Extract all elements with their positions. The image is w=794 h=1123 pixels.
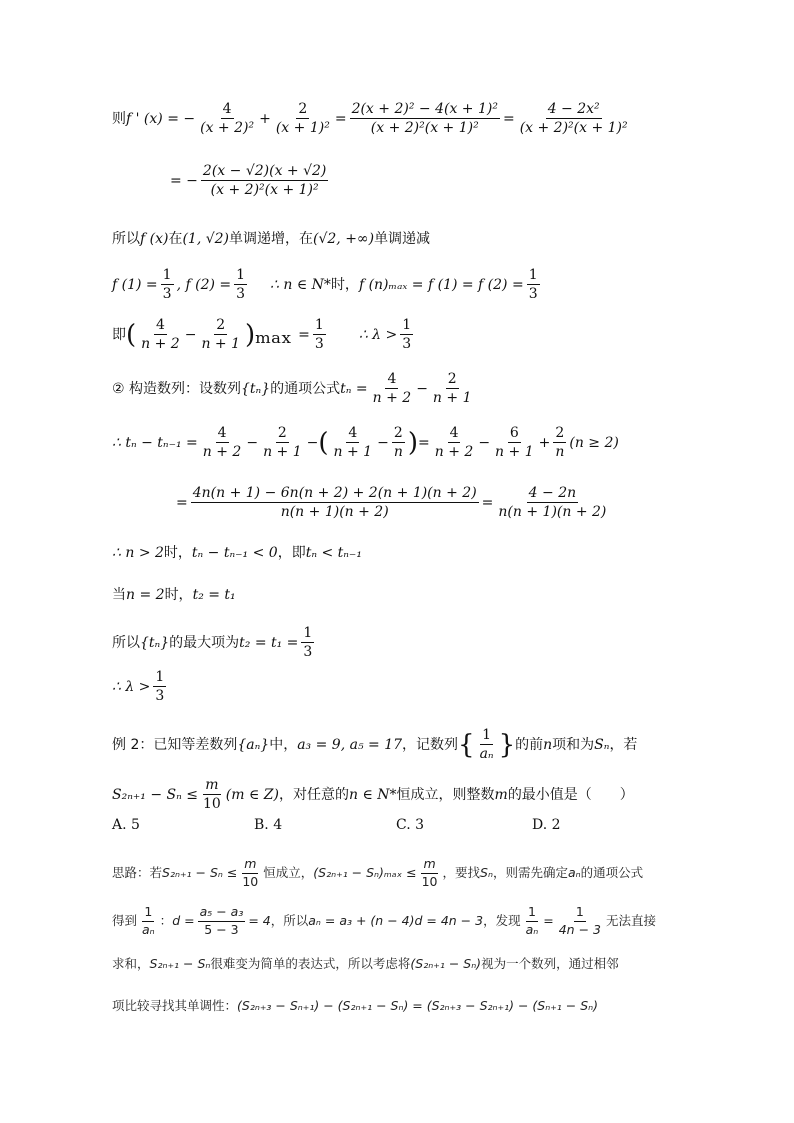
- numerator: 1: [574, 906, 586, 922]
- text: 的前: [515, 736, 544, 753]
- fraction: [553, 426, 566, 459]
- operator: =: [298, 326, 310, 343]
- values-line: [112, 268, 734, 301]
- math: ∴ λ >: [358, 326, 398, 343]
- numerator: 1: [155, 669, 165, 685]
- denominator: 3: [236, 286, 246, 302]
- text: 项和为: [552, 736, 595, 753]
- math: {tₙ}: [241, 380, 271, 397]
- math: n = 2: [126, 587, 165, 603]
- fraction: [493, 426, 536, 459]
- math: (S₂ₙ₊₁ − Sₙ): [410, 956, 482, 971]
- denominator: aₙ: [479, 746, 494, 762]
- denominator: n + 2: [141, 336, 180, 352]
- text: 恒成立，: [263, 864, 314, 880]
- text: 即: [112, 326, 126, 343]
- numerator: 4: [387, 371, 397, 387]
- fraction: [400, 318, 413, 351]
- numerator: 1: [314, 317, 324, 333]
- paren: ): [407, 427, 419, 458]
- fraction: [478, 728, 496, 761]
- fraction: [234, 268, 247, 301]
- fraction: [274, 102, 332, 135]
- operator: =: [334, 110, 347, 127]
- numerator: 4n(n + 1) − 6n(n + 2) + 2(n + 1)(n + 2): [192, 485, 477, 501]
- denominator: 3: [162, 286, 172, 302]
- math: (S₂ₙ₊₃ − Sₙ₊₁) − (S₂ₙ₊₁ − Sₙ) = (S₂ₙ₊₃ − S₂ₙ₊₁) − (Sₙ₊₁ − Sₙ): [237, 998, 599, 1013]
- text: ，要找: [442, 864, 481, 880]
- fraction: [240, 858, 260, 888]
- math: f (n)ₘₐₓ = f (1) = f (2) =: [358, 276, 524, 293]
- text: 求和，: [112, 956, 150, 971]
- text: 则: [112, 110, 126, 127]
- numerator: 4: [348, 425, 358, 441]
- fraction: [199, 318, 242, 351]
- denominator: 4n − 3: [558, 921, 601, 937]
- text: ，所以: [270, 912, 309, 928]
- fraction: [198, 102, 256, 135]
- fraction: [527, 268, 540, 301]
- operator: −: [377, 434, 389, 451]
- numerator: 4: [449, 425, 459, 441]
- operator: −: [306, 434, 319, 451]
- denominator: n: [555, 444, 565, 460]
- fraction: [518, 102, 630, 135]
- operator: = −: [170, 172, 198, 189]
- numerator: 2: [298, 101, 308, 117]
- denominator: n + 1: [333, 444, 373, 460]
- denominator: 3: [314, 336, 324, 352]
- text: 时，: [164, 587, 193, 603]
- text: 在: [168, 231, 183, 247]
- text: ，则需先确定: [492, 864, 568, 880]
- numerator: 2: [447, 371, 457, 387]
- text: 所以: [112, 231, 140, 247]
- numerator: 4: [155, 317, 165, 333]
- max-term-line: [112, 626, 734, 659]
- math: ∴ n > 2: [112, 545, 164, 561]
- numerator: 2: [277, 425, 287, 441]
- operator: =: [176, 494, 188, 511]
- text: ② 构造数列：设数列: [112, 380, 242, 397]
- operator: −: [416, 380, 428, 397]
- hint-line-3: [112, 958, 734, 971]
- numerator: 1: [402, 317, 412, 333]
- numerator: 1: [526, 906, 538, 922]
- denominator: 5 − 3: [204, 921, 239, 937]
- numerator: 4 − 2n: [528, 485, 577, 501]
- text: 恒成立，则整数: [396, 786, 495, 803]
- denominator: 10: [421, 873, 438, 889]
- denominator: n(n + 1)(n + 2): [498, 504, 607, 520]
- text: ，即: [277, 545, 306, 561]
- fraction: [392, 426, 405, 459]
- numerator: 1: [528, 267, 538, 283]
- option-c[interactable]: C. 3: [396, 817, 425, 833]
- math: (√2, +∞): [313, 231, 375, 247]
- paren: )ₘₐₓ: [245, 319, 293, 350]
- denominator: 10: [202, 796, 221, 812]
- text: ，发现: [483, 912, 521, 928]
- text: 的最小值是（ ）: [507, 786, 634, 803]
- numerator: 2(x − √2)(x + √2): [202, 163, 327, 179]
- numerator: 4 − 2x²: [547, 101, 600, 117]
- text: 时，: [330, 276, 359, 293]
- operator: =: [543, 912, 554, 928]
- text: 的通项公式: [580, 864, 644, 880]
- answer-options: [112, 818, 734, 832]
- numerator: m: [421, 858, 437, 874]
- option-b[interactable]: B. 4: [254, 817, 283, 833]
- option-a[interactable]: A. 5: [112, 817, 140, 833]
- math: {tₙ}: [140, 634, 170, 651]
- math: {aₙ}: [237, 736, 270, 753]
- text: 当: [112, 587, 126, 603]
- operator: −: [184, 326, 197, 343]
- fraction: [557, 906, 603, 936]
- math: n ∈ N*: [349, 786, 397, 803]
- hint-line-2: [112, 906, 734, 936]
- text: 单调递减: [374, 231, 431, 247]
- fraction: [332, 426, 375, 459]
- max-line: [112, 318, 734, 351]
- difference-line: [112, 426, 734, 459]
- math: t₂ = t₁: [192, 587, 236, 603]
- fraction: [201, 778, 223, 811]
- fraction: [153, 670, 166, 703]
- math: a₃ = 9, a₅ = 17: [297, 736, 403, 753]
- text: 思路：若: [112, 864, 163, 880]
- math: aₙ: [567, 864, 581, 880]
- operator: =: [481, 494, 494, 511]
- fraction: [433, 426, 476, 459]
- condition-line: [112, 778, 734, 811]
- conclusion-line: [112, 670, 734, 703]
- numerator: 1: [162, 267, 172, 283]
- text: 的最大项为: [169, 634, 240, 651]
- fraction: [139, 318, 182, 351]
- math: tₙ =: [340, 380, 368, 397]
- math: Sₙ: [594, 736, 610, 753]
- denominator: (x + 2)²(x + 1)²: [370, 120, 479, 136]
- option-d[interactable]: D. 2: [532, 817, 561, 833]
- denominator: 3: [303, 644, 313, 660]
- text: 项比较寻找其单调性：: [112, 998, 238, 1013]
- paren: (: [126, 319, 137, 350]
- denominator: 3: [155, 688, 165, 704]
- fraction: [431, 372, 474, 405]
- fraction: [198, 906, 246, 936]
- numerator: 1: [142, 906, 154, 922]
- fraction: [261, 426, 304, 459]
- fraction: [524, 906, 541, 936]
- math: S₂ₙ₊₁ − Sₙ: [149, 956, 211, 971]
- text: 时，: [163, 545, 192, 561]
- text: 所以: [112, 634, 140, 651]
- denominator: n + 2: [372, 390, 412, 406]
- denominator: n + 1: [495, 444, 534, 460]
- numerator: 6: [509, 425, 519, 441]
- example2-line: 例 2：已知等差数列 {aₙ} 中， a₃ = 9, a₅ = 17 ，记数列 { $\frac{1}{\text{aₙ}}$ } 的前 n 项和为 Sₙ ，若: [112, 727, 638, 762]
- fraction: [191, 486, 479, 519]
- fraction: [161, 268, 174, 301]
- denominator: n + 1: [201, 336, 241, 352]
- math: Sₙ: [480, 864, 493, 880]
- expanded-line: [176, 486, 734, 519]
- fraction: [371, 372, 414, 405]
- fraction: [301, 626, 314, 659]
- operator: =: [502, 110, 515, 127]
- equal-line: [112, 588, 734, 602]
- denominator: (x + 1)²: [275, 120, 330, 136]
- operator: +: [538, 434, 551, 451]
- math: = 4: [248, 912, 271, 928]
- math: tₙ < tₙ₋₁: [305, 545, 362, 561]
- denominator: n + 1: [263, 444, 302, 460]
- text: ，记数列: [402, 736, 459, 753]
- text: 中，: [269, 736, 298, 753]
- math: f (x): [140, 231, 169, 247]
- math: ∴ tₙ − tₙ₋₁ =: [112, 434, 198, 451]
- text: 例 2：已知等差数列: [112, 736, 238, 753]
- text: ，若: [609, 736, 638, 753]
- denominator: n + 1: [432, 390, 472, 406]
- text: 得到: [112, 912, 138, 928]
- denominator: aₙ: [525, 921, 539, 937]
- text: 很难变为简单的表达式，所以考虑将: [210, 956, 411, 971]
- fraction: [496, 486, 608, 519]
- hint-line-4: [112, 1000, 734, 1013]
- numerator: 4: [222, 101, 232, 117]
- denominator: 3: [528, 286, 538, 302]
- operator: −: [478, 434, 491, 451]
- numerator: m: [242, 858, 258, 874]
- math: n: [543, 736, 553, 753]
- operator: −: [246, 434, 259, 451]
- denominator: 10: [242, 873, 259, 889]
- numerator: 1: [303, 625, 313, 641]
- math: , f (2) =: [176, 276, 232, 293]
- denominator: aₙ: [142, 921, 155, 937]
- hint-line-1: [112, 858, 734, 888]
- factored-line: [170, 164, 734, 197]
- numerator: 2: [555, 425, 565, 441]
- numerator: 1: [482, 727, 492, 743]
- denominator: (x + 2)²(x + 1)²: [519, 120, 628, 136]
- numerator: 2: [393, 425, 403, 441]
- text: ：: [159, 912, 173, 928]
- fraction: [140, 906, 157, 936]
- denominator: n + 2: [202, 444, 242, 460]
- math: S₂ₙ₊₁ − Sₙ ≤: [162, 864, 238, 880]
- numerator: 1: [236, 267, 246, 283]
- math: (1, √2): [182, 231, 230, 247]
- decreasing-line: [112, 546, 734, 560]
- operator: =: [418, 434, 430, 451]
- numerator: m: [205, 777, 219, 793]
- denominator: (x + 2)²(x + 1)²: [210, 182, 319, 198]
- math: f (1) =: [112, 276, 158, 293]
- text: 的通项公式: [270, 380, 341, 397]
- numerator: 2: [216, 317, 226, 333]
- math: (n ≥ 2): [569, 434, 619, 451]
- text: ，对任意的: [279, 786, 349, 803]
- math: m: [494, 786, 508, 803]
- denominator: n + 2: [434, 444, 474, 460]
- math: tₙ − tₙ₋₁ < 0: [191, 545, 278, 561]
- math: ∴ λ >: [112, 678, 151, 695]
- construct-line: [112, 372, 734, 405]
- math: (m ∈ Z): [225, 786, 279, 803]
- fraction: [201, 164, 328, 197]
- operator: +: [259, 110, 271, 127]
- math: d =: [172, 912, 195, 928]
- fraction: [313, 318, 326, 351]
- denominator: n(n + 1)(n + 2): [280, 504, 389, 520]
- numerator: 4: [217, 425, 227, 441]
- math: ∴ n ∈ N*: [270, 276, 331, 293]
- fraction: [420, 858, 440, 888]
- math: t₂ = t₁ =: [239, 634, 299, 651]
- math: f ' (x) = −: [126, 110, 196, 127]
- monotonic-line: [112, 232, 734, 246]
- numerator: 2(x + 2)² − 4(x + 1)²: [351, 101, 498, 117]
- denominator: 3: [402, 336, 412, 352]
- numerator: a₅ − a₃: [198, 906, 246, 922]
- math: (S₂ₙ₊₁ − Sₙ)ₘₐₓ ≤: [313, 864, 417, 880]
- math: aₙ = a₃ + (n − 4)d = 4n − 3: [308, 912, 484, 928]
- fraction: [201, 426, 244, 459]
- text: 无法直接: [605, 912, 656, 928]
- denominator: n: [393, 444, 403, 460]
- derivative-line: [112, 102, 734, 135]
- fraction: [350, 102, 500, 135]
- paren: (: [318, 427, 329, 458]
- text: 单调递增，在: [229, 231, 314, 247]
- text: 视为一个数列，通过相邻: [481, 956, 619, 971]
- math: S₂ₙ₊₁ − Sₙ ≤: [112, 786, 198, 803]
- denominator: (x + 2)²: [200, 120, 255, 136]
